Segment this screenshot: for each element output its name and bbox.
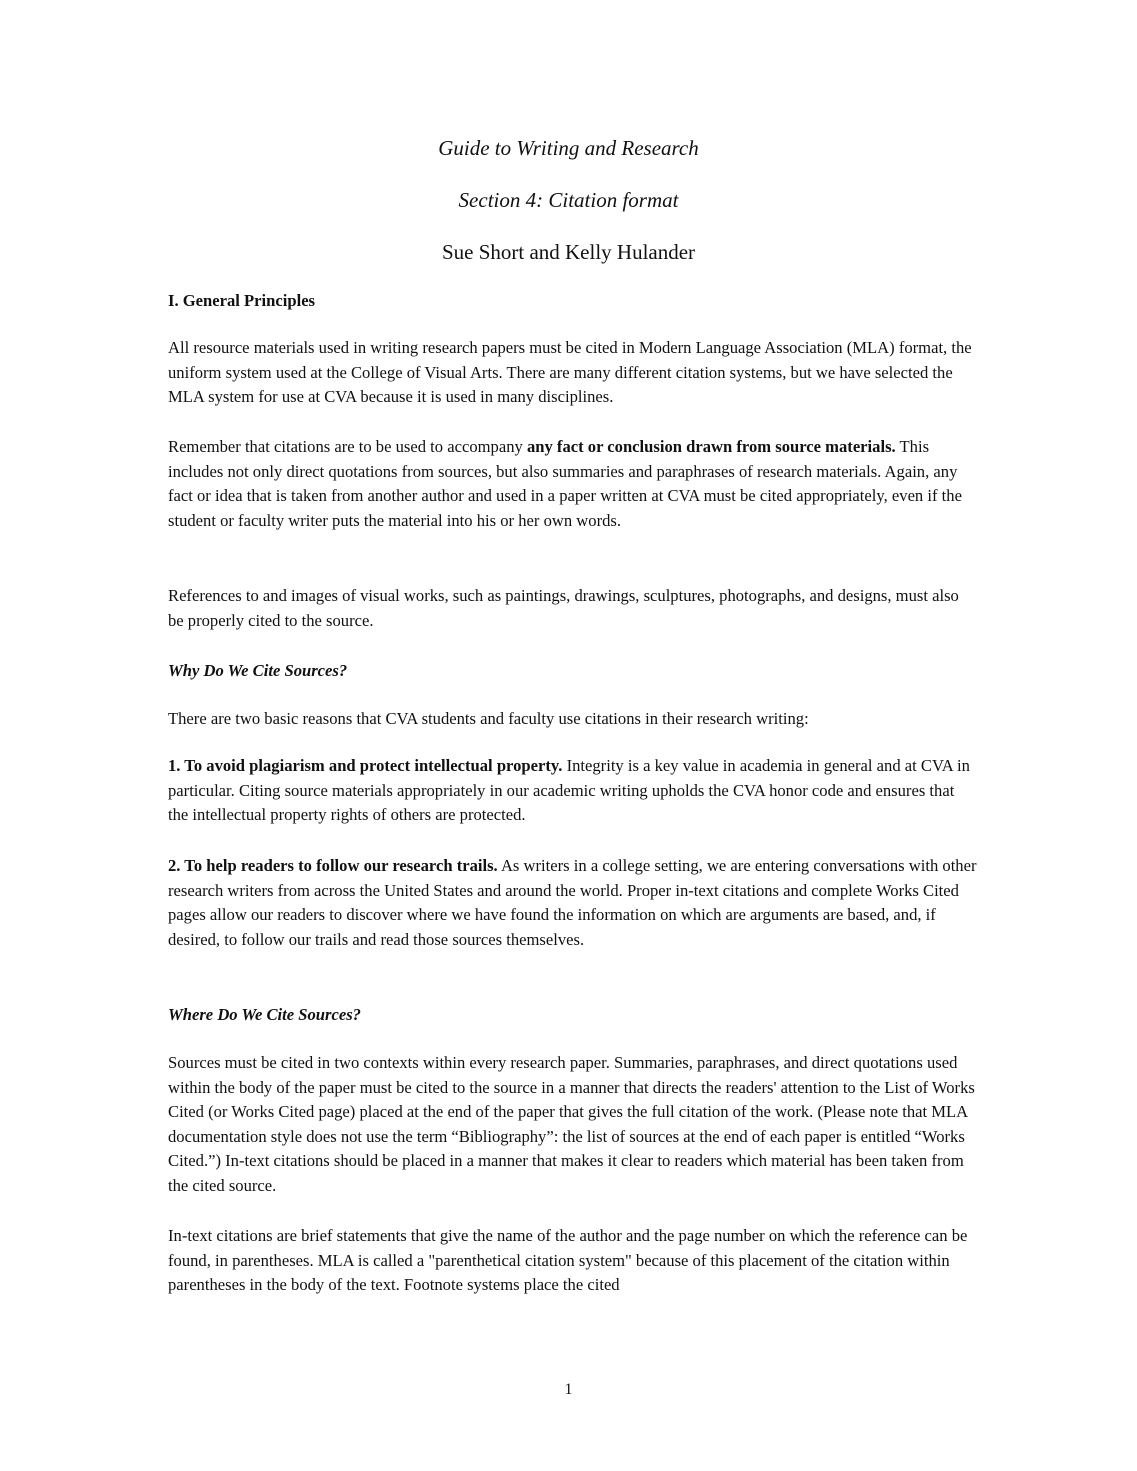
paragraph-cite-contexts: Sources must be cited in two contexts within every research paper. Summaries, paraphrases, and direct quotations used within the body of the paper must be cited to the source in a manner that directs the readers' attention to the List of Works Cited (or Works Cited page) placed at the end of the paper that gives the full citation of the work. (Please note that MLA documentation style does not use the term “Bibliography”: the list of sources at the end of each paper is entitled “Works Cited.”) In-text citations should be placed in a manner that makes it clear to readers which material has been taken from the cited source. <box>168 1053 975 1195</box>
reason-2 <box>168 854 978 952</box>
paragraph-citation-purpose-emphasis: any fact or conclusion drawn from source materials. <box>526 437 896 456</box>
authors: Sue Short and Kelly Hulander <box>441 240 696 264</box>
heading-general-principles: I. General Principles <box>168 291 316 310</box>
paragraph-mla-intro: All resource materials used in writing research papers must be cited in Modern Language Association (MLA) format, the uniform system used at the College of Visual Arts. There are many different citation systems, but we have selected the MLA system for use at CVA because it is used in many disciplines. <box>168 338 972 407</box>
page-number: 1 <box>564 1381 573 1398</box>
section-title: Section 4: Citation format <box>458 188 679 212</box>
reason-2-title: 2. To help readers to follow our research trails. <box>168 856 498 875</box>
paragraph-citation-purpose <box>168 435 978 533</box>
document-title: Guide to Writing and Research <box>438 136 699 160</box>
reason-1-title: 1. To avoid plagiarism and protect intellectual property. <box>168 756 563 775</box>
reason-1-text: Integrity is a key value in academia in general and at CVA in particular. Citing source materials appropriately in our academic writing upholds the CVA honor code and ensures that the intellectual property rights of others are protected. <box>168 756 970 825</box>
paragraph-citation-purpose-rest: This includes not only direct quotations from sources, but also summaries and paraphrases of research materials. Again, any fact or idea that is taken from another author and used in a paper written at CVA must be cited appropriately, even if the student or faculty writer puts the material into his or her own words. <box>168 437 962 530</box>
reason-2-text: As writers in a college setting, we are entering conversations with other research writers from across the United States and around the world. Proper in-text citations and complete Works Cited pages allow our readers to discover where we have found the information on which are arguments are based, and, if desired, to follow our trails and read those sources themselves. <box>168 856 977 949</box>
paragraph-citation-purpose-start: Remember that citations are to be used to accompany <box>168 437 527 456</box>
heading-where-cite: Where Do We Cite Sources? <box>168 1005 361 1024</box>
reason-1 <box>168 754 978 828</box>
heading-why-cite: Why Do We Cite Sources? <box>168 661 348 680</box>
paragraph-visual-works: References to and images of visual works, such as paintings, drawings, sculptures, photographs, and designs, must also be properly cited to the source. <box>168 586 959 630</box>
paragraph-in-text-citations: In-text citations are brief statements that give the name of the author and the page number on which the reference can be found, in parentheses. MLA is called a "parenthetical citation system" because of this placement of the citation within parentheses in the body of the text. Footnote systems place the cited <box>168 1226 968 1295</box>
paragraph-two-reasons: There are two basic reasons that CVA students and faculty use citations in their research writing: <box>168 709 809 728</box>
